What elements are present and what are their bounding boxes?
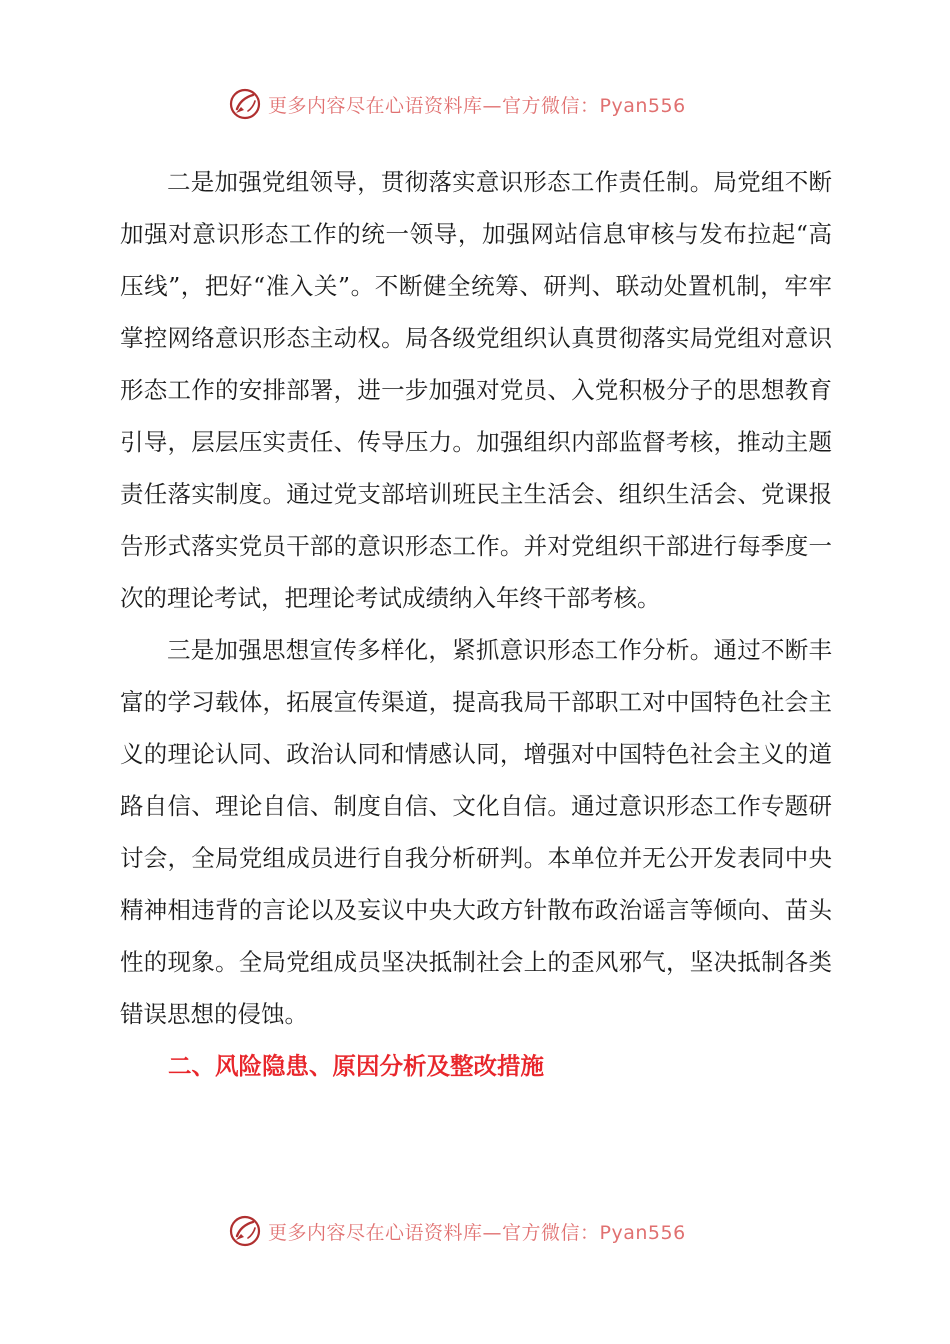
paragraph: 二是加强党组领导，贯彻落实意识形态工作责任制。局党组不断加强对意识形态工作的统一领导，加强网站信息审核与发布拉起“高压线”，把好“准入关”。不断健全统筹、研判、联动处置机制，牢牢掌控网络意识形态主动权。局各级党组织认真贯彻落实局党组对意识形态工作的安排部署，进一步加强对党员、入党积极分子的思想教育引导，层层压实责任、传导压力。加强组织内部监督考核，推动主题责任落实制度。通过党支部培训班民主生活会、组织生活会、党课报告形式落实党员干部的意识形态工作。并对党组织干部进行每季度一次的理论考试，把理论考试成绩纳入年终干部考核。 xyxy=(120,168,832,612)
pen-seal-logo-icon xyxy=(228,1214,262,1248)
footer-banner xyxy=(228,1211,686,1251)
paragraph: 三是加强思想宣传多样化，紧抓意识形态工作分析。通过不断丰富的学习载体，拓展宣传渠道，提高我局干部职工对中国特色社会主义的理论认同、政治认同和情感认同，增强对中国特色社会主义的道路自信、理论自信、制度自信、文化自信。通过意识形态工作专题研讨会，全局党组成员进行自我分析研判。本单位并无公开发表同中央精神相违背的言论以及妄议中央大政方针散布政治谣言等倾向、苗头性的现象。全局党组成员坚决抵制社会上的歪风邪气，坚决抵制各类错误思想的侵蚀。 xyxy=(120,636,832,1028)
pen-seal-logo-icon xyxy=(228,87,262,121)
section-heading: 二、风险隐患、原因分析及整改措施 xyxy=(168,1052,544,1080)
banner-text: 更多内容尽在心语资料库—官方微信：Pyan556 xyxy=(268,94,686,117)
header-banner xyxy=(228,84,686,124)
banner-text: 更多内容尽在心语资料库—官方微信：Pyan556 xyxy=(268,1221,686,1244)
document-body xyxy=(120,156,832,1092)
